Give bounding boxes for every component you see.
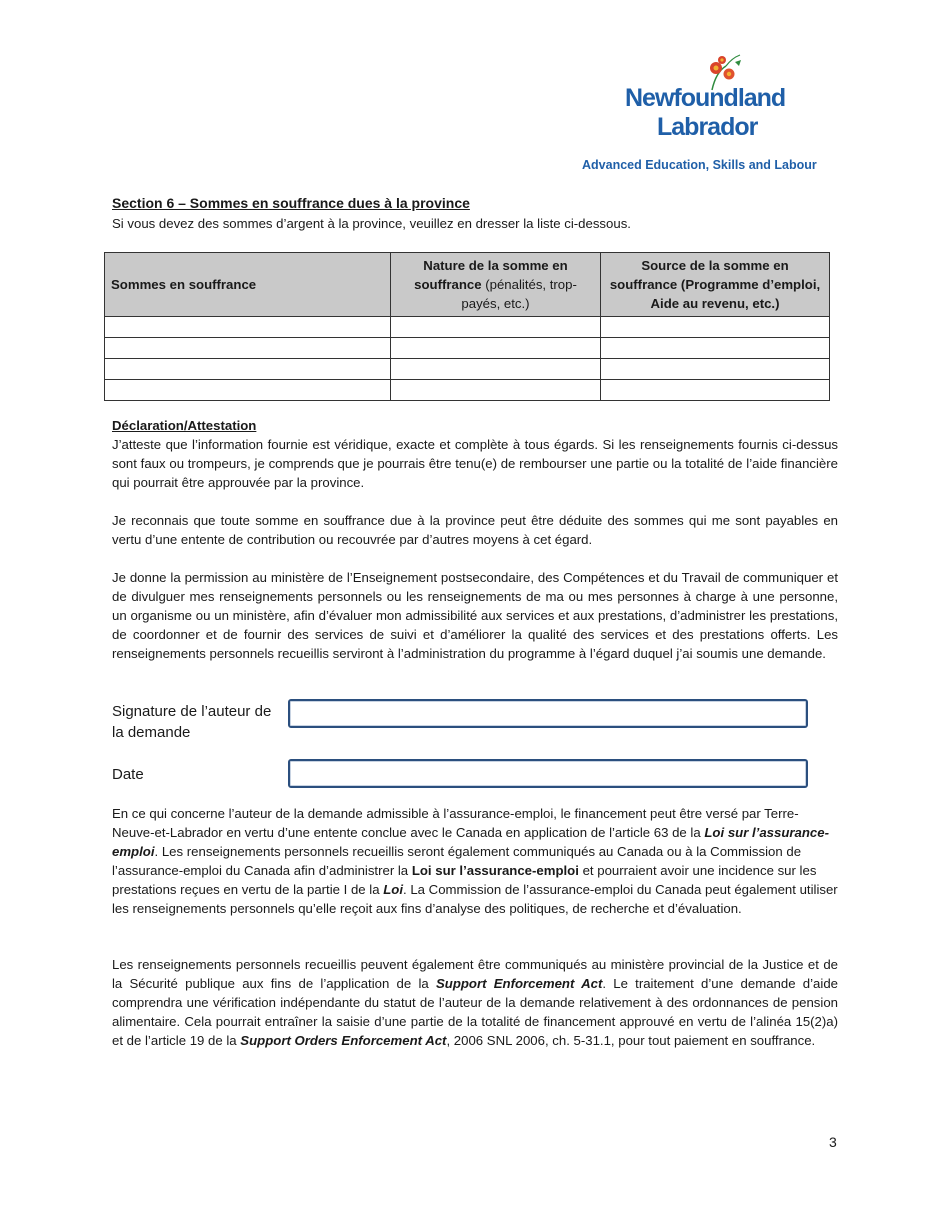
page-number: 3: [829, 1134, 837, 1150]
date-field[interactable]: [288, 759, 808, 788]
se-act-name-2: Support Orders Enforcement Act: [240, 1033, 447, 1048]
ei-paragraph: [112, 804, 838, 918]
declaration-title: Déclaration/Attestation: [112, 418, 257, 433]
col-header-amounts: Sommes en souffrance: [105, 253, 391, 317]
amounts-owed-table: [104, 252, 830, 401]
logo-text-labrador: Labrador: [657, 113, 758, 141]
col-header-source: Source de la somme en souffrance (Programme d’emploi, Aide au revenu, etc.): [601, 253, 830, 317]
col-header-nature-bold: Nature de la somme en souffrance: [414, 258, 568, 292]
signature-field[interactable]: [288, 699, 808, 728]
table-cell[interactable]: [105, 359, 391, 380]
logo-text-newfoundland: Newfoundland: [625, 84, 786, 112]
col-header-nature: [391, 253, 601, 317]
table-row: [105, 359, 830, 380]
se-act-name-1: Support Enforcement Act: [435, 976, 603, 991]
ei-act-short: Loi: [383, 882, 404, 897]
table-cell[interactable]: [601, 317, 830, 338]
table-cell[interactable]: [601, 380, 830, 401]
col-header-nature-detail: (pénalités, trop-payés, etc.): [461, 277, 577, 311]
section-6-title: Section 6 – Sommes en souffrance dues à la province: [112, 195, 470, 211]
table-cell[interactable]: [601, 338, 830, 359]
declaration-paragraph-1: J’atteste que l’information fournie est véridique, exacte et complète à tous égards. Si les renseignements fournis ci-dessus sont faux ou trompeurs, je comprends que je pourrais être tenu(e) de rembourser une partie ou la totalité de l’aide financière qui pourrait être approuvée par la province.: [112, 437, 838, 490]
department-name: Advanced Education, Skills and Labour: [582, 158, 817, 172]
ei-act-name-2: Loi sur l’assurance-emploi: [411, 863, 579, 878]
signature-label: Signature de l’auteur de la demande: [112, 703, 272, 741]
section-6-intro: Si vous devez des sommes d’argent à la province, veuillez en dresser la liste ci-dessous.: [112, 216, 631, 231]
declaration-paragraph-2: Je reconnais que toute somme en souffrance due à la province peut être déduite des sommes qui me sont payables en vertu d’une entente de contribution ou recouvrée par d’autres moyens à cet égard.: [112, 513, 838, 547]
table-cell[interactable]: [105, 317, 391, 338]
table-cell[interactable]: [105, 338, 391, 359]
table-row: [105, 380, 830, 401]
date-label: Date: [112, 766, 144, 783]
table-row: [105, 317, 830, 338]
table-cell[interactable]: [601, 359, 830, 380]
table-row: [105, 338, 830, 359]
ei-text-a: En ce qui concerne l’auteur de la demande admissible à l’assurance-emploi, le financement peut être versé par Terre-Neuve-et-Labrador en vertu d’une entente conclue avec le Canada en application de l’article 63 de la: [112, 806, 799, 840]
ei-act-name-1: Loi sur l’assurance-emploi: [112, 825, 829, 859]
declaration-paragraph-3: Je donne la permission au ministère de l’Enseignement postsecondaire, des Compétences et du Travail de communiquer et de divulguer mes renseignements personnels ou les renseignements de ma ou mes personnes à charge à une personne, un organisme ou un ministère, afin d’évaluer mon admissibilité aux services et aux prestations, d’administrer les prestations, de coordonner et de fournir des services de suivi et d’améliorer la qualité des services et des prestations offerts. Les renseignements personnels recueillis serviront à l’administration du programme à l’égard duquel j’ai soumis une demande.: [112, 570, 838, 661]
nl-logo: [582, 52, 850, 177]
support-enforcement-paragraph: [112, 955, 838, 1050]
table-cell[interactable]: [105, 380, 391, 401]
ei-text-c: . Les renseignements personnels recueillis seront également communiqués au Canada ou à la Commission de l’assurance-emploi du Canada afin d’administrer la: [112, 844, 802, 878]
se-text-a: Les renseignements personnels recueillis peuvent également être communiqués au ministère provincial de la Justice et de la Sécurité publique aux fins de l’application de la: [112, 957, 838, 991]
se-text-c: . Le traitement d’une demande d’aide comprendra une vérification indépendante du statut de l’auteur de la demande relativement à des ordonnances de pension alimentaire. Cela pourrait entraîner la saisie d’une partie de la totalité de financement approuvé en vertu de l’alinéa 15(2)a) et de l’article 19 de la: [112, 976, 838, 1048]
se-text-e: , 2006 SNL 2006, ch. 5-31.1, pour tout paiement en souffrance.: [446, 1033, 816, 1048]
ei-text-e: et pourraient avoir une incidence sur les prestations reçues en vertu de la partie I de la: [112, 863, 817, 897]
table-header-row: [105, 253, 830, 317]
table-cell[interactable]: [391, 359, 601, 380]
ei-text-g: . La Commission de l’assurance-emploi du Canada peut également utiliser les renseignements personnels qu’elle reçoit aux fins d’analyse des politiques, de recherche et d’évaluation.: [112, 882, 838, 916]
table-cell[interactable]: [391, 317, 601, 338]
table-cell[interactable]: [391, 338, 601, 359]
table-cell[interactable]: [391, 380, 601, 401]
